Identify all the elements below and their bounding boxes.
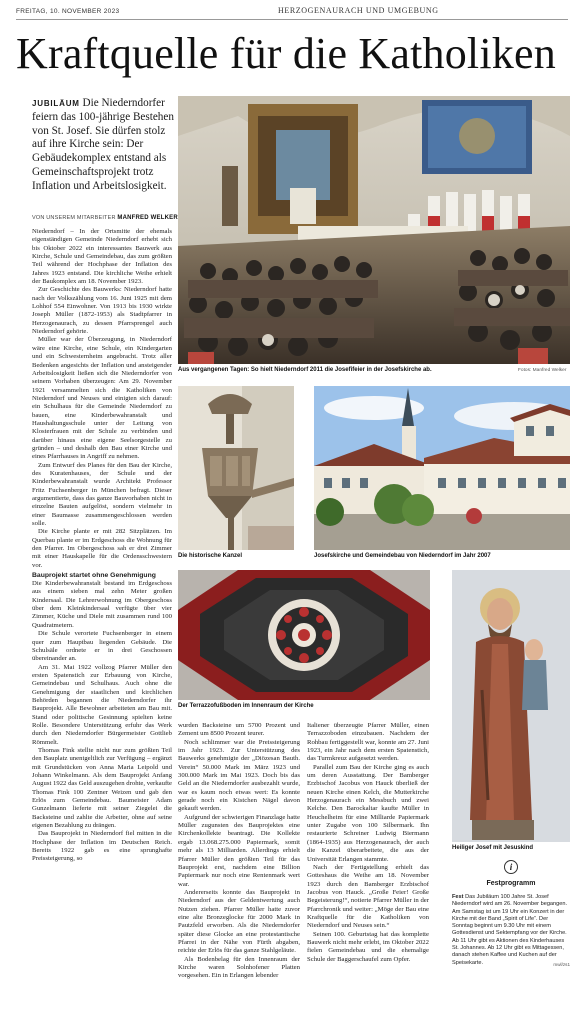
article-column-3 <box>307 722 429 1022</box>
st-joseph-statue-photo <box>452 570 570 842</box>
paragraph: Andererseits konnte das Bauprojekt in Niederndorf aus der Geldentwertung auch Nutzen ziehen. Pfarrer Müller hatte zuvor eine alte Bronzeglocke für 2000 Mark in Pautzfeld erworben. Als die Niederndorfer später diese Glocke an eine protestantische Pfarrei in der Nähe von Fürth abgaben, reichte der Erlös für das ganze Stahlgeläute. <box>178 888 300 955</box>
festprogramm-box <box>452 856 570 1020</box>
subheading: Bauprojekt startet ohne Genehmigung <box>32 572 156 580</box>
paragraph: Zum Entwurf des Planes für den Bau der Kirche, des Kuratenhauses, der Schule und der Kinderbewahranstalt wurde Architekt Professor Fritz Fuchsenberger in München befragt. Dieser argumentierte, dass das ganze Bauvorhaben nicht in einzelne Bauten aufgelöst, sondern vielmehr in einer Baumasse zusammengeschlossen werden solle. <box>32 461 172 528</box>
section-title: HERZOGENAURACH UND UMGEBUNG <box>278 6 439 15</box>
paragraph: Die Schule verortete Fuchsenberger in einem quer zum Hauptbau liegenden Gebäude. Die Schulsäle ordnete er in drei Geschossen übereinander an. <box>32 630 172 663</box>
paragraph: Nach der Fertigstellung erhielt das Gotteshaus die Weihe am 18. November 1923 durch den Bamberger Erzbischof Jacobus von Hauck. „Große Feier! Große Begeisterung!“, notierte Pfarrer Müller in der Pfarrchronik und weiter: „Möge der Bau eine Kraftquelle für die Katholiken von Niederndorf und Neuses sein.“ <box>307 863 429 930</box>
info-icon: i <box>504 860 518 874</box>
paragraph: Zur Geschichte des Bauwerks: Niederndorf hatte nach der Volkszählung vom 16. Juni 1925 mit dem Lohhof 554 Einwohner. Von 1913 bis 1930 wirkte Joseph Müller (1872-1953) als Stadtpfarrer in Herzogenaurach, zu dessen Pfarrsprengel auch Niederndorf gehörte. <box>32 286 172 336</box>
paragraph: Am 31. Mai 1922 vollzog Pfarrer Müller den ersten Spatenstich zur Erbauung von Kirche, Gemeindebau und Schulhaus. Auch ohne die Genehmigung der staatlichen und kirchlichen Behörden begannen die Niederndorfer ihr Bauprojekt. Alle Bewohner arbeiteten am Bau mit. Stand oder politische Gesinnung spielten keine Rolle. Besondere Unterstützung erfuhr das Werk durch den Niederndorfer Bürgermeister Gottlieb Römmelt. <box>32 663 172 746</box>
paragraph: Als Bodenbelag für den Innenraum der Kirche waren Solnhofener Platten vorgesehen. Ein in Erlangen lebender <box>178 955 300 980</box>
page-date: FREITAG, 10. NOVEMBER 2023 <box>16 8 120 15</box>
paragraph: Die Kinderbewahranstalt bestand im Erdgeschoss aus einem sieben mal zehn Meter großen Kindersaal. Die Lehrerwohnung im Obergeschoss über dem Kleinkindersaal verfügte über vier Zimmer, Küche und Diele mit zusammen rund 100 Quadratmetern. <box>32 580 172 629</box>
paragraph: Die Kirche plante er mit 282 Sitzplätzen. Im Querbau plante er im Erdgeschoss die Wohnung für den Pfarrer. Im Obergeschoss sah er drei Zimmer mit einer Hauskapelle für die Ordensschwestern vor. <box>32 528 172 569</box>
st-joseph-caption: Heiliger Josef mit Jesuskind <box>452 845 534 851</box>
terrazzo-floor-photo <box>178 570 430 700</box>
byline <box>32 215 178 221</box>
pulpit-photo <box>178 386 294 550</box>
church-exterior-photo <box>314 386 570 550</box>
lead-text: Die Niederndorfer feiern das 100-jährige Bestehen von St. Josef. Sie dürfen stolz auf ihre Kirche sein: Der Gebäudekomplex entstand als Gemeinschaftsprojekt trotz Inflation und Arbeitslosigkeit. <box>32 97 174 192</box>
terrazzo-caption: Der Terrazzofußboden im Innenraum der Kirche <box>178 703 314 709</box>
paragraph: Noch schlimmer war die Preissteigerung im Jahr 1923. Zur Unterstützung des Bauwerks genehmigte der „Diözesan Bauth. Verein“ 50.000 Mark im März 1923 und 300.000 Mark im Mai 1923. Doch bis das Geld an die Niederndorfer ausbezahlt wurde, war es kaum noch etwas wert: Es konnte gerade noch ein Kistchen Nägel davon gekauft werden. <box>178 738 300 813</box>
festprogramm-body: Das Jubiläum 100 Jahre St. Josef Niederndorf wird am 26. November begangen. Am Samstag ist um 19 Uhr ein Konzert in der Kirche mit der Band „Spirit of Life“. Der Sonntag beginnt um 9.30 Uhr mit einem Gottesdienst und Sektempfang vor der Kirche. Ab 11 Uhr gibt es Aktionen des Kinderhauses St. Johannes. Ab 12 Uhr gibt es Mittagessen, danach stehen Kaffee und Kuchen auf der Speisekarte. <box>452 894 568 966</box>
lead-paragraph <box>32 97 174 194</box>
paragraph: Thomas Fink stellte nicht nur zum größten Teil den Bauplatz unentgeltlich zur Verfügung – ergänzt mit Grundstücken von Anna Maria Leipold und Johann Winkelmann. Als dem Bauprojekt Anfang August 1922 das Geld auszugehen drohte, verkaufte Thomas Fink 100 Zentner Weizen und gab den Erlös zum Gemeindebau. Baumeister Adam Gunzelmann lieferte mit seiner Ziegelei die Backsteine und zahlte die Arbeiter, ohne auf seine eigenen Bezahlung zu drängen. <box>32 746 172 830</box>
paragraph: Das Bauprojekt in Niederndorf fiel mitten in die Hochphase der Inflation im Deutschen Reich. Bereits 1922 gab es eine sprunghafte Preissteigerung, so <box>32 830 172 863</box>
church-interior-photo <box>178 96 570 364</box>
festprogramm-text <box>452 894 570 968</box>
photo-credit: Fotos: Manfred Welker <box>518 368 567 373</box>
byline-author: MANFRED WELKER <box>117 215 178 221</box>
author-sign: mwl/zs1 <box>553 961 570 967</box>
paragraph: Seinen 100. Geburtstag hat das komplette Bauwerk nicht mehr erlebt, im Oktober 2022 fielen Gemeindebau und die ehemalige Schule der Baggerschaufel zum Opfer. <box>307 930 429 963</box>
byline-prefix: VON UNSEREM MITARBEITER <box>32 215 116 221</box>
header-rule <box>16 19 568 20</box>
paragraph: wurden Backsteine um 5700 Prozent und Zement um 8500 Prozent teurer. <box>178 722 300 738</box>
paragraph: Aufgrund der schwierigen Finanzlage hatte Müller zugunsten des Bauprojektes eine Kirchenkollekte beantragt. Die Kollekte ergab 13.068.275.000 Papiermark, somit mehr als 13 Milliarden. Allerdings erhielt Pfarrer Müller den größten Teil für das Bauprojekt erst, nachdem eine Billion Papiermark nur noch eine Rentenmark wert war. <box>178 813 300 888</box>
festprogramm-kicker: Fest <box>452 894 464 900</box>
headline: Kraftquelle für die Katholiken <box>16 29 556 78</box>
main-photo-caption: Aus vergangenen Tagen: So hielt Niederndorf 2011 die Josefifeier in der Josefskirche ab. <box>178 367 432 373</box>
paragraph: Niederndorf – In der Ortsmitte der ehemals eigenständigen Gemeinde Niederndorf erhebt sich bis Oktober 2022 ein interessantes Bauwerk aus Kirche, Schule und Gemeindebau, das zum größten Teil während der Hochphase der Inflation des Jahres 1923 entstand. Die kirchliche Weihe erhielt der Baukomplex am 18. November 1923. <box>32 228 172 286</box>
article-column-1 <box>32 228 172 1020</box>
pulpit-caption: Die historische Kanzel <box>178 553 243 559</box>
church-exterior-caption: Josefskirche und Gemeindebau von Niederndorf im Jahr 2007 <box>314 553 491 559</box>
festprogramm-title: Festprogramm <box>486 880 536 887</box>
paragraph: Parallel zum Bau der Kirche ging es auch um deren Ausstattung. Der Bamberger Erzbischof Jacobus von Hauck überließ der neuen Kirche einen Kelch, die Mutterkirche Herzogenaurach ein Messbuch und zwei Kelche. Den Barockaltar kaufte Müller in Heuchelheim für eine Milliarde Papiermark unter Zugabe von 100 Silbermark. Ihn restaurierte Schreiner Ludwig Biermann (1864-1935) aus Herzogenaurach, der auch die Kanzel überarbeitete, die aus der Universität Erlangen stammte. <box>307 763 429 863</box>
article-column-2 <box>178 722 300 1022</box>
paragraph: Müller war der Überzeugung, in Niederndorf wäre eine Kirche, eine Schule, ein Kindergarten und ein Schwesternheim angebracht. Trotz aller Bedenken angesichts der Inflation und ansteigender Arbeitslosigkeit ließen sich die Niederndorfer von seinem Vorhaben überzeugen: Am 29. November 1921 versammelten sich die Katholiken von Niederndorf und Neuses und einigten sich darauf: ein Schulhaus für die Gemeinde Niederndorf zu bauen, eine Kinderbewahranstalt und Haushaltungsschule unter der Leitung von Klosterfrauen mit der Schule zu verbinden und darüber hinaus eine eigene Seelsorgestelle zu gründen – und deshalb den Bau einer Kirche und eines Pfarrhauses in Angriff zu nehmen. <box>32 336 172 461</box>
lead-kicker: JUBILÄUM <box>32 99 80 108</box>
paragraph: Italiener überzeugte Pfarrer Müller, einen Terrazzoboden einzubauen. Nachdem der Rohbau fertiggestellt war, konnte am 27. Juni 1923, ein Jahr nach dem ersten Spatenstich, das Turmkreuz aufgesetzt werden. <box>307 722 429 763</box>
